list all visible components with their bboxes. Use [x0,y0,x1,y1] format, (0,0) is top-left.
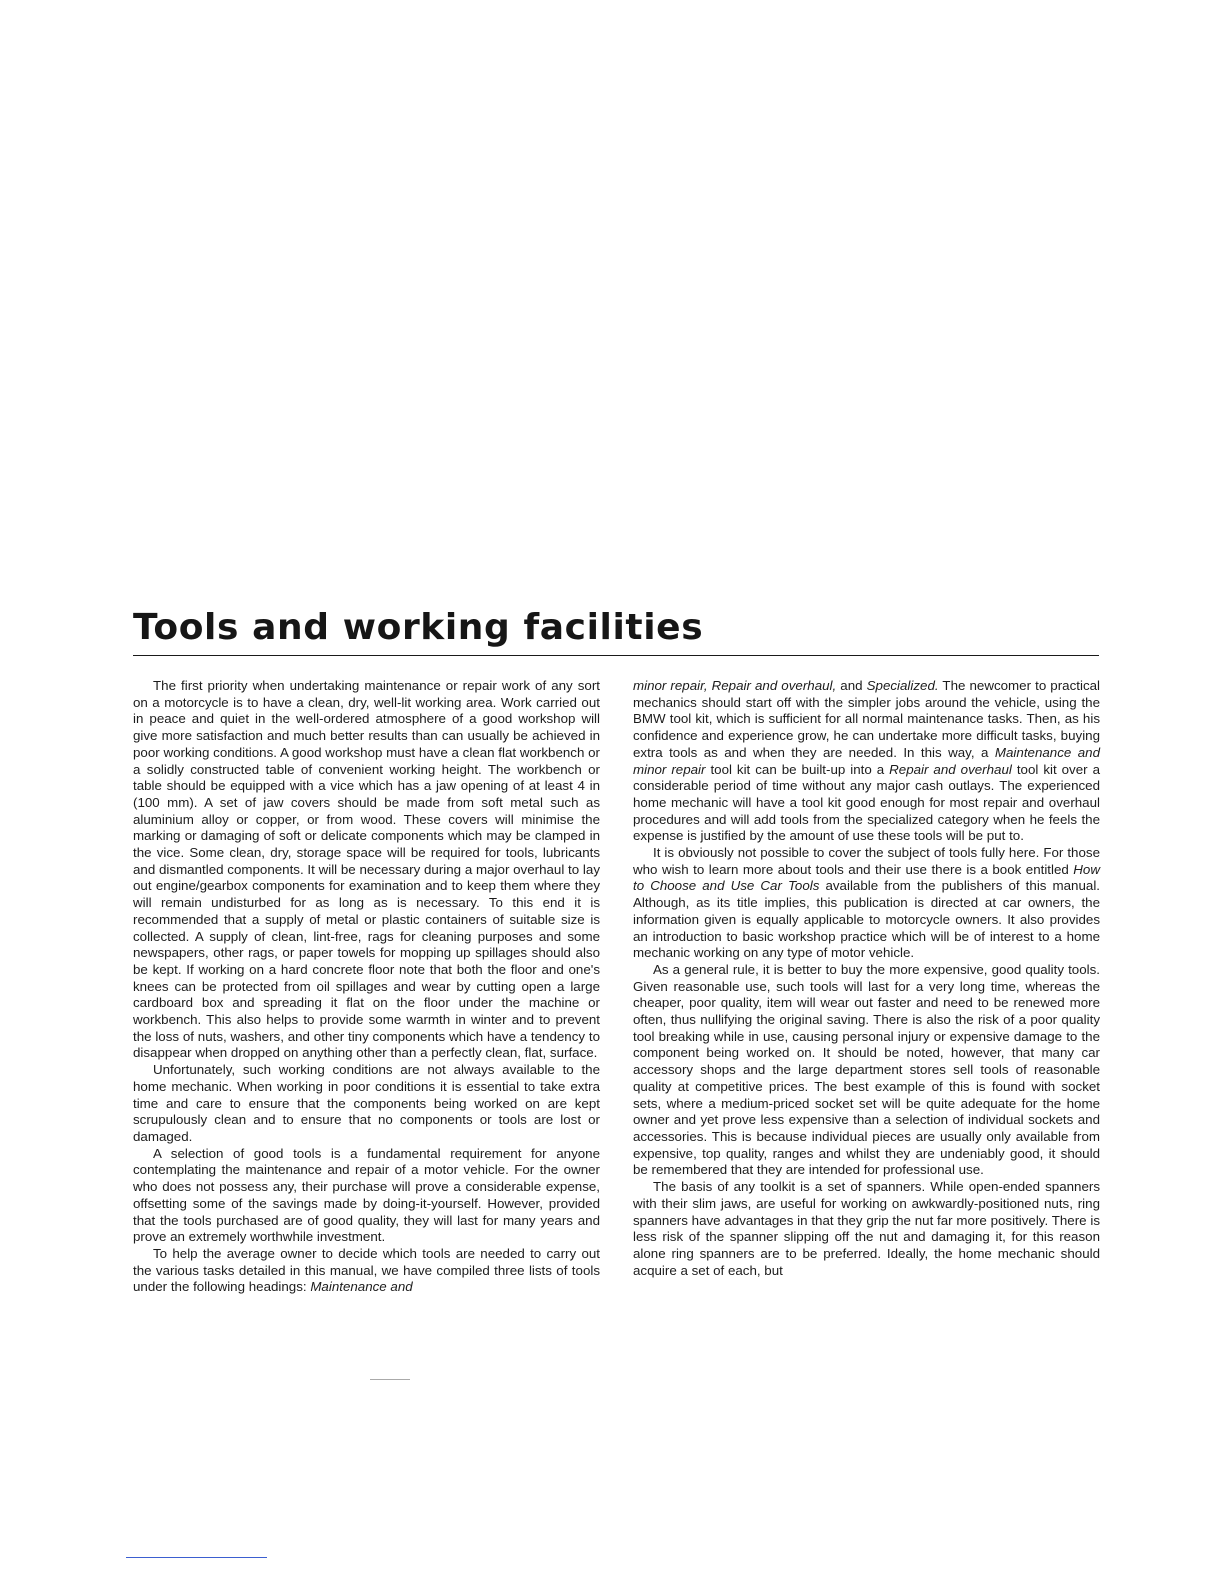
paragraph: A selection of good tools is a fundamental requirement for anyone contemplating the maintenance and repair of a motor vehicle. For the owner who does not possess any, their purchase will prove a considerable expense, offsetting some of the savings made by doing-it-yourself. However, provided that the tools purchased are of good quality, they will last for many years and prove an extremely worthwhile investment. [133,1145,600,1245]
paragraph-text: To help the average owner to decide which tools are needed to carry out the various tasks detailed in this manual, we have compiled three lists of tools under the following headings: [133,1245,600,1295]
italic-heading-ref: Repair and overhaul [889,761,1012,777]
italic-heading-ref: Specialized. [866,678,939,693]
paragraph [633,845,1100,962]
paragraph-text: available from the publishers of this manual. Although, as its title implies, this publication is directed at car owners, the information given is equally applicable to motorcycle owners. It also provides an introduction to basic workshop practice which will be of interest to a home mechanic working on any type of motor vehicle. [633,878,1100,961]
title-rule [133,655,1099,656]
page-divider [370,1379,410,1380]
book-title: How to Choose and Use Car Tools [633,861,1100,894]
footer-link-underline[interactable] [126,1557,267,1558]
paragraph: The basis of any toolkit is a set of spanners. While open-ended spanners with their slim jaws, are useful for working on awkwardly-positioned nuts, ring spanners have advantages in that they grip the nut far more positively. There is less risk of the spanner slipping off the nut and damaging it, for this reason alone ring spanners are to be preferred. Ideally, the home mechanic should acquire a set of each, but [633,1179,1100,1278]
paragraph-text: tool kit can be built-up into a [710,761,885,777]
paragraph [633,678,1100,845]
paragraph-text: and [840,678,863,693]
paragraph: The first priority when undertaking maintenance or repair work of any sort on a motorcycle is to have a clean, dry, well-lit working area. Work carried out in peace and quiet in the well-ordered atmosphere of a good workshop will give more satisfaction and much better results than can usually be achieved in poor working conditions. A good workshop must have a clean flat workbench or a solidly constructed table of convenient working height. The workbench or table should be equipped with a vice which has a jaw opening of at least 4 in (100 mm). A set of jaw covers should be made from soft metal such as aluminium alloy or copper, or from wood. These covers will minimise the marking or damaging of soft or delicate components which may be clamped in the vice. Some clean, dry, storage space will be required for tools, lubricants and dismantled components. It will be necessary during a major overhaul to lay out engine/gearbox components for examination and to keep them where they will remain undisturbed for as long as is necessary. To this end it is recommended that a supply of metal or plastic containers of suitable size is collected. A supply of clean, lint-free, rags for cleaning purposes and some newspapers, other rags, or paper towels for mopping up spillages should also be kept. If working on a hard concrete floor note that both the floor and one's knees can be protected from oil spillages and wear by cutting open a large cardboard box and spreading it flat on the floor under the machine or workbench. This also helps to provide some warmth in winter and to prevent the loss of nuts, washers, and other tiny components which have a tendency to disappear when dropped on anything other than a perfectly clean, flat, surface. [133,678,600,1061]
italic-heading-ref: Maintenance and minor repair [633,744,1100,777]
paragraph [133,1246,600,1296]
left-column [133,678,600,1296]
page-title: Tools and working facilities [133,607,704,648]
right-column [633,678,1100,1279]
italic-heading-ref: Maintenance and [310,1279,413,1295]
paragraph-text: tool kit over a considerable period of time without any major cash outlays. The experienced home mechanic will have a tool kit good enough for most repair and overhaul procedures and will add tools from the specialized category when he feels the expense is justified by the amount of use these tools will be put to. [633,761,1100,844]
paragraph-text: It is obviously not possible to cover the subject of tools fully here. For those who wish to learn more about tools and their use there is a book entitled [633,845,1100,877]
paragraph-text: The newcomer to practical mechanics should start off with the simpler jobs around the vehicle, using the BMW tool kit, which is sufficient for all normal maintenance tasks. Then, as his confidence and experience grow, he can undertake more difficult tasks, buying extra tools as and when they are needed. In this way, a [633,678,1100,760]
paragraph: Unfortunately, such working conditions are not always available to the home mechanic. When working in poor conditions it is essential to take extra time and care to ensure that the components being worked on are kept scrupulously clean and to ensure that no components or tools are lost or damaged. [133,1062,600,1144]
paragraph: As a general rule, it is better to buy the more expensive, good quality tools. Given reasonable use, such tools will last for a very long time, whereas the cheaper, poor quality, item will wear out faster and need to be renewed more often, thus nullifying the original saving. There is also the risk of a poor quality tool breaking while in use, causing personal injury or expensive damage to the component being worked on. It should be noted, however, that many car accessory shops and the large department stores sell tools of reasonable quality at competitive prices. The best example of this is found with socket sets, where a medium-priced socket set will be quite adequate for the home owner and yet prove less expensive than a selection of individual sockets and accessories. This is because individual pieces are usually only available from expensive, top quality, ranges and whilst they are undeniably good, it should be remembered that they are intended for professional use. [633,961,1100,1178]
italic-heading-ref: minor repair, Repair and overhaul, [633,678,837,693]
